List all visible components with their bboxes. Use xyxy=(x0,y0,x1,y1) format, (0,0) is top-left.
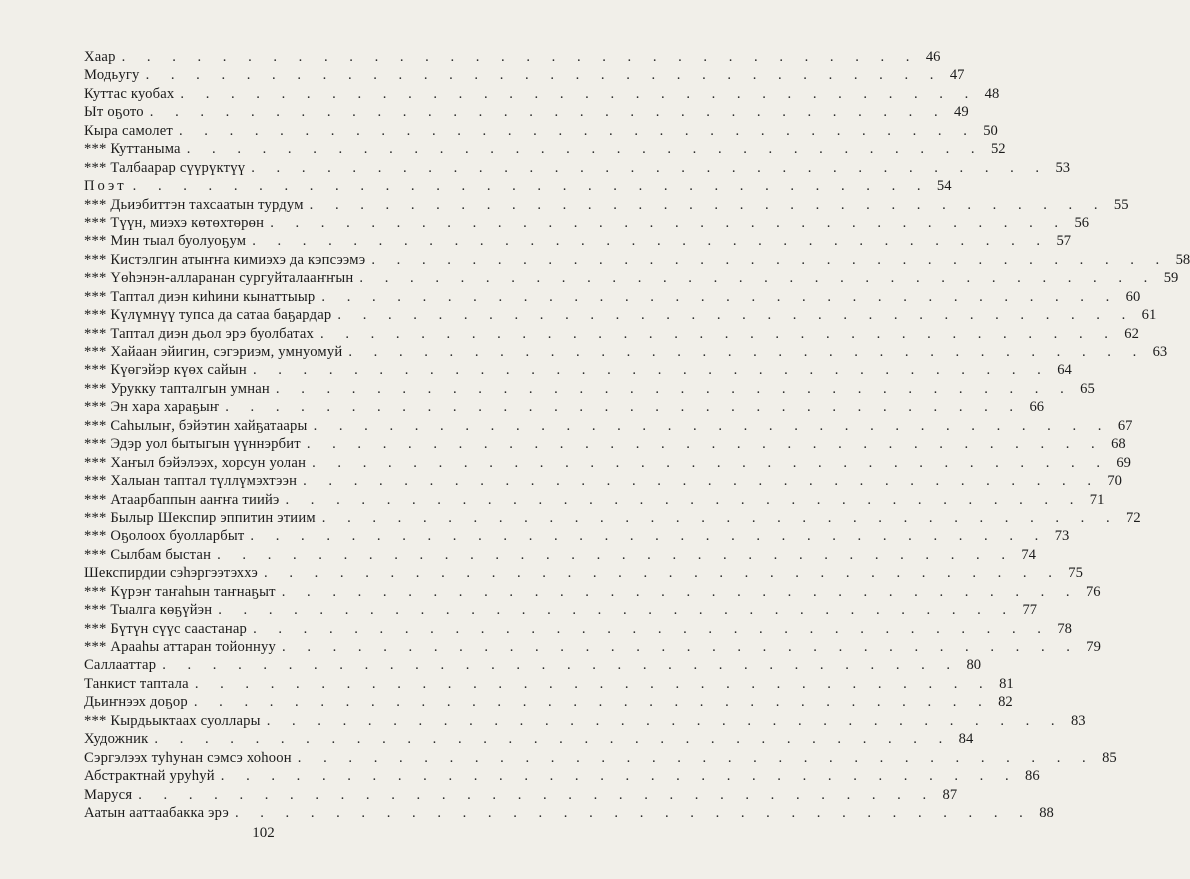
toc-entry-page: 67 xyxy=(1117,417,1133,434)
toc-entry-title: Шекспирдии сэһэргээтэххэ xyxy=(84,565,259,582)
toc-entry xyxy=(84,620,1072,638)
toc-entry-title: *** Саһылыҥ, бэйэтин хайҕатаары xyxy=(84,417,308,434)
toc-entry-page: 86 xyxy=(1025,768,1040,785)
toc-entry-page: 62 xyxy=(1124,325,1139,342)
toc-leader-dots: . . . . . . . . . . . . . . . . . . . . . . . . . . . . . . . . xyxy=(252,362,1050,379)
toc-leader-dots: . . . . . . . . . . . . . . . . . . . . . . . . . . . . . . . . xyxy=(371,251,1169,268)
toc-entry-title: Саллааттар xyxy=(84,657,157,674)
toc-leader-dots: . . . . . . . . . . . . . . . . . . . . . . . . . . . . . . . . xyxy=(252,233,1050,250)
toc-entry-title: Танкист таптала xyxy=(84,675,189,692)
toc-entry-title: *** Таптал диэн дьол эрэ буолбатах xyxy=(84,325,315,342)
toc-entry-title: Художник xyxy=(84,731,149,748)
toc-leader-dots: . . . . . . . . . . . . . . . . . . . . . . . . . . . . . . . . xyxy=(281,583,1079,600)
toc-entry xyxy=(84,527,1070,545)
toc-entry xyxy=(84,509,1141,527)
toc-leader-dots: . . . . . . . . . . . . . . . . . . . . . . . . . . . . . . . . xyxy=(264,565,1061,582)
toc-leader-dots: . . . . . . . . . . . . . . . . . . . . . . . . . . . . . . . . xyxy=(251,159,1049,176)
toc-entry xyxy=(84,380,1095,398)
toc-entry-page: 87 xyxy=(942,786,958,803)
toc-entry-page: 59 xyxy=(1163,270,1179,287)
toc-entry-page: 77 xyxy=(1022,602,1038,619)
toc-entry-title: *** Түүн, миэхэ көтөхтөрөн xyxy=(84,214,265,231)
toc-leader-dots: . . . . . . . . . . . . . . . . . . . . . . . . . . . . . . . . xyxy=(303,473,1100,490)
toc-entry xyxy=(84,214,1090,232)
toc-entry-title: Дьиҥнээх доҕор xyxy=(84,694,188,711)
toc-leader-dots: . . . . . . . . . . . . . . . . . . . . . . . . . . . . . . . . xyxy=(297,749,1095,766)
toc-entry xyxy=(84,786,958,804)
toc-entry-title: *** Эн хара хараҕыҥ xyxy=(84,399,220,416)
page-number: 102 xyxy=(252,825,275,841)
toc-leader-dots: . . . . . . . . . . . . . . . . . . . . . . . . . . . . . . . . xyxy=(337,307,1135,324)
toc-leader-dots: . . . . . . . . . . . . . . . . . . . . . . . . . . . . . . . . xyxy=(250,528,1048,545)
toc-entry xyxy=(84,638,1101,656)
toc-leader-dots: . . . . . . . . . . . . . . . . . . . . . . . . . . . . . . . . xyxy=(285,491,1083,508)
toc-entry-title: *** Куттаныма xyxy=(84,141,181,158)
toc-entry-title: *** Күрэҥ таҥаһын таҥнаҕыт xyxy=(84,583,276,600)
toc-entry xyxy=(84,122,998,140)
toc-leader-dots: . . . . . . . . . . . . . . . . . . . . . . . . . . . . . . . . xyxy=(321,509,1119,526)
toc-entry xyxy=(84,712,1086,730)
toc-entry xyxy=(84,159,1071,177)
toc-entry-title: Поэт xyxy=(84,178,127,195)
toc-entry-title: Сэргэлээх туһунан сэмсэ хоһоон xyxy=(84,749,292,766)
toc-entry xyxy=(84,232,1072,250)
toc-entry-page: 60 xyxy=(1125,288,1141,305)
toc-entry-page: 63 xyxy=(1152,344,1168,360)
toc-leader-dots: . . . . . . . . . . . . . . . . . . . . . . . . . . . . . . . . xyxy=(225,399,1023,416)
toc-entry-page: 78 xyxy=(1057,620,1072,637)
toc-entry xyxy=(84,693,1013,711)
toc-leader-dots: . . . . . . . . . . . . . . . . . . . . . . . . . . . . . . . . xyxy=(154,731,952,748)
toc-entry xyxy=(84,767,1040,785)
toc-entry xyxy=(84,288,1141,306)
toc-leader-dots: . . . . . . . . . . . . . . . . . . . . . . . . . . . . . . . . xyxy=(234,804,1032,821)
toc-entry-page: 73 xyxy=(1054,528,1070,545)
toc-entry-page: 85 xyxy=(1102,749,1117,766)
toc-entry xyxy=(84,177,952,195)
toc-leader-dots: . . . . . . . . . . . . . . . . . . . . . . . . . . . . . . . . xyxy=(218,602,1016,619)
toc-entry-title: *** Дьиэбиттэн тахсаатын турдум xyxy=(84,196,304,213)
toc-entry xyxy=(84,491,1105,509)
toc-entry-page: 69 xyxy=(1116,454,1131,471)
toc-entry xyxy=(84,675,1014,693)
toc-leader-dots: . . . . . . . . . . . . . . . . . . . . . . . . . . . . . . . . xyxy=(320,325,1117,342)
toc-leader-dots: . . . . . . . . . . . . . . . . . . . . . . . . . . . . . . . . xyxy=(194,675,992,692)
toc-entry-title: *** Хаҥыл бэйэлээх, хорсун уолан xyxy=(84,454,307,471)
toc-entry-page: 74 xyxy=(1021,546,1036,563)
toc-leader-dots: . . . . . . . . . . . . . . . . . . . . . . . . . . . . . . . . xyxy=(193,694,991,711)
toc-entry xyxy=(84,454,1131,472)
toc-entry-title: *** Тыалга көҕүйэн xyxy=(84,602,213,619)
toc-entry-title: *** Кистэлгин атыҥҥа кимиэхэ да кэпсээмэ xyxy=(84,251,366,268)
toc-entry-title: *** Талбаарар сүүрүктүү xyxy=(84,159,246,176)
toc-entry-page: 54 xyxy=(936,178,952,195)
toc-entry-title: Маруся xyxy=(84,786,133,803)
toc-entry-page: 82 xyxy=(998,694,1013,711)
toc-leader-dots: . . . . . . . . . . . . . . . . . . . . . . . . . . . . . . . . xyxy=(220,768,1018,785)
toc-entry-title: Абстрактнай уруһуй xyxy=(84,768,215,785)
toc-entry-page: 68 xyxy=(1111,436,1126,453)
toc-leader-dots: . . . . . . . . . . . . . . . . . . . . . . . . . . . . . . . . xyxy=(312,454,1109,471)
toc-leader-dots: . . . . . . . . . . . . . . . . . . . . . . . . . . . . . . . . xyxy=(275,380,1073,397)
toc-entry-page: 75 xyxy=(1068,565,1083,582)
toc-entry-page: 79 xyxy=(1086,639,1101,655)
toc-entry xyxy=(84,472,1122,490)
toc-entry xyxy=(84,601,1038,619)
toc-entry-title: *** Атаарбаппын ааҥҥа тиийэ xyxy=(84,491,280,508)
toc-entry xyxy=(84,196,1129,214)
toc-entry-title: *** Күөгэйэр күөх сайын xyxy=(84,362,247,379)
toc-entry-title: Аатын ааттаабакка эрэ xyxy=(84,804,229,821)
toc-entry-page: 88 xyxy=(1039,804,1054,821)
toc-entry-page: 46 xyxy=(925,49,941,65)
toc-entry-title: *** Хайаан эйигин, сэгэриэм, умнуомуй xyxy=(84,344,343,360)
toc-entry-page: 80 xyxy=(966,657,982,674)
toc-leader-dots: . . . . . . . . . . . . . . . . . . . . . . . . . . . . . . . . xyxy=(309,196,1107,213)
toc-entry-title: *** Оҕолоох буолларбыт xyxy=(84,528,245,545)
toc-entry-title: *** Арааһы аттаран тойоннуу xyxy=(84,639,277,655)
toc-entry-title: Ыт оҕото xyxy=(84,104,144,121)
toc-entry-title: Куттас куобах xyxy=(84,85,175,102)
toc-leader-dots: . . . . . . . . . . . . . . . . . . . . . . . . . . . . . . . . xyxy=(180,85,978,102)
toc-entry-page: 57 xyxy=(1056,233,1072,250)
toc-entry-page: 83 xyxy=(1070,712,1086,729)
toc-leader-dots: . . . . . . . . . . . . . . . . . . . . . . . . . . . . . . . . xyxy=(253,620,1050,637)
toc-entry-title: *** Мин тыал буолуоҕум xyxy=(84,233,247,250)
toc-entry-title: *** Кырдьыктаах суоллары xyxy=(84,712,261,729)
toc-entry-page: 64 xyxy=(1057,362,1072,379)
toc-entry xyxy=(84,583,1101,601)
toc-entry-page: 50 xyxy=(983,122,998,139)
toc-leader-dots: . . . . . . . . . . . . . . . . . . . . . . . . . . . . . . . . xyxy=(282,639,1079,655)
toc-leader-dots: . . . . . . . . . . . . . . . . . . . . . . . . . . . . . . . . xyxy=(132,178,930,195)
toc-entry-title: *** Халыан таптал түллүмэхтээн xyxy=(84,473,298,490)
toc-leader-dots: . . . . . . . . . . . . . . . . . . . . . . . . . . . . . . . . xyxy=(313,417,1111,434)
toc-entry-page: 70 xyxy=(1107,473,1122,490)
toc-entry-page: 65 xyxy=(1080,380,1095,397)
toc-leader-dots: . . . . . . . . . . . . . . . . . . . . . . . . . . . . . . . . xyxy=(138,786,936,803)
toc-entry xyxy=(84,749,1117,767)
toc-entry-title: Модьугу xyxy=(84,67,140,84)
toc-entry xyxy=(84,269,1179,287)
toc-entry-title: *** Сылбам быстан xyxy=(84,546,212,563)
toc-entry-page: 84 xyxy=(958,731,974,748)
toc-leader-dots: . . . . . . . . . . . . . . . . . . . . . . . . . . . . . . . . xyxy=(321,288,1119,305)
toc-entry-title: *** Күлүмнүү тупса да сатаа баҕардар xyxy=(84,307,332,324)
toc-entry-page: 71 xyxy=(1089,491,1105,508)
table-of-contents xyxy=(84,48,1190,822)
toc-entry xyxy=(84,804,1054,822)
toc-entry xyxy=(84,103,969,121)
toc-entry xyxy=(84,398,1045,416)
toc-entry xyxy=(84,66,965,84)
toc-leader-dots: . . . . . . . . . . . . . . . . . . . . . . . . . . . . . . . . xyxy=(348,344,1146,360)
toc-entry xyxy=(84,306,1157,324)
toc-entry-page: 76 xyxy=(1085,583,1101,600)
toc-entry-title: *** Былыр Шекспир эппитин этиим xyxy=(84,509,316,526)
toc-entry xyxy=(84,140,1006,158)
toc-entry xyxy=(84,361,1072,379)
toc-leader-dots: . . . . . . . . . . . . . . . . . . . . . . . . . . . . . . . . xyxy=(121,49,919,65)
toc-entry xyxy=(84,564,1083,582)
toc-entry-page: 56 xyxy=(1074,214,1090,231)
toc-entry xyxy=(84,343,1168,361)
toc-entry-page: 48 xyxy=(984,85,1000,102)
toc-entry-page: 49 xyxy=(954,104,969,121)
toc-entry xyxy=(84,546,1036,564)
toc-leader-dots: . . . . . . . . . . . . . . . . . . . . . . . . . . . . . . . . xyxy=(149,104,947,121)
toc-entry-title: *** Эдэр уол бытыгын үүннэрбит xyxy=(84,436,301,453)
toc-entry-title: *** Таптал диэн киһини кынаттыыр xyxy=(84,288,316,305)
toc-entry xyxy=(84,417,1133,435)
toc-entry-page: 58 xyxy=(1175,251,1190,268)
toc-entry-title: Хаар xyxy=(84,49,116,65)
toc-entry-title: *** Урукку тапталгын умнан xyxy=(84,380,270,397)
toc-entry xyxy=(84,48,941,66)
toc-leader-dots: . . . . . . . . . . . . . . . . . . . . . . . . . . . . . . . . xyxy=(186,141,984,158)
toc-entry-page: 72 xyxy=(1126,509,1141,526)
toc-entry-title: *** Бүтүн сүүс саастанар xyxy=(84,620,248,637)
toc-entry-page: 81 xyxy=(999,675,1014,692)
toc-entry-page: 55 xyxy=(1113,196,1129,213)
toc-leader-dots: . . . . . . . . . . . . . . . . . . . . . . . . . . . . . . . . xyxy=(178,122,976,139)
toc-entry-page: 52 xyxy=(990,141,1006,158)
toc-entry-title: Кыра самолет xyxy=(84,122,173,139)
toc-entry xyxy=(84,85,1000,103)
toc-entry xyxy=(84,435,1126,453)
toc-leader-dots: . . . . . . . . . . . . . . . . . . . . . . . . . . . . . . . . xyxy=(145,67,943,84)
toc-entry-page: 66 xyxy=(1029,399,1045,416)
toc-leader-dots: . . . . . . . . . . . . . . . . . . . . . . . . . . . . . . . . xyxy=(217,546,1014,563)
toc-entry-page: 61 xyxy=(1141,307,1157,324)
toc-leader-dots: . . . . . . . . . . . . . . . . . . . . . . . . . . . . . . . . xyxy=(270,214,1068,231)
toc-entry xyxy=(84,656,982,674)
toc-entry-page: 53 xyxy=(1055,159,1071,176)
toc-entry xyxy=(84,251,1190,269)
toc-entry xyxy=(84,325,1139,343)
toc-entry xyxy=(84,730,974,748)
toc-leader-dots: . . . . . . . . . . . . . . . . . . . . . . . . . . . . . . . . xyxy=(359,270,1157,287)
toc-leader-dots: . . . . . . . . . . . . . . . . . . . . . . . . . . . . . . . . xyxy=(162,657,960,674)
toc-leader-dots: . . . . . . . . . . . . . . . . . . . . . . . . . . . . . . . . xyxy=(266,712,1064,729)
toc-entry-title: *** Үөһэнэн-алларанан сургуйталааҥҥын xyxy=(84,270,354,287)
toc-entry-page: 47 xyxy=(949,67,965,84)
toc-leader-dots: . . . . . . . . . . . . . . . . . . . . . . . . . . . . . . . . xyxy=(306,436,1104,453)
